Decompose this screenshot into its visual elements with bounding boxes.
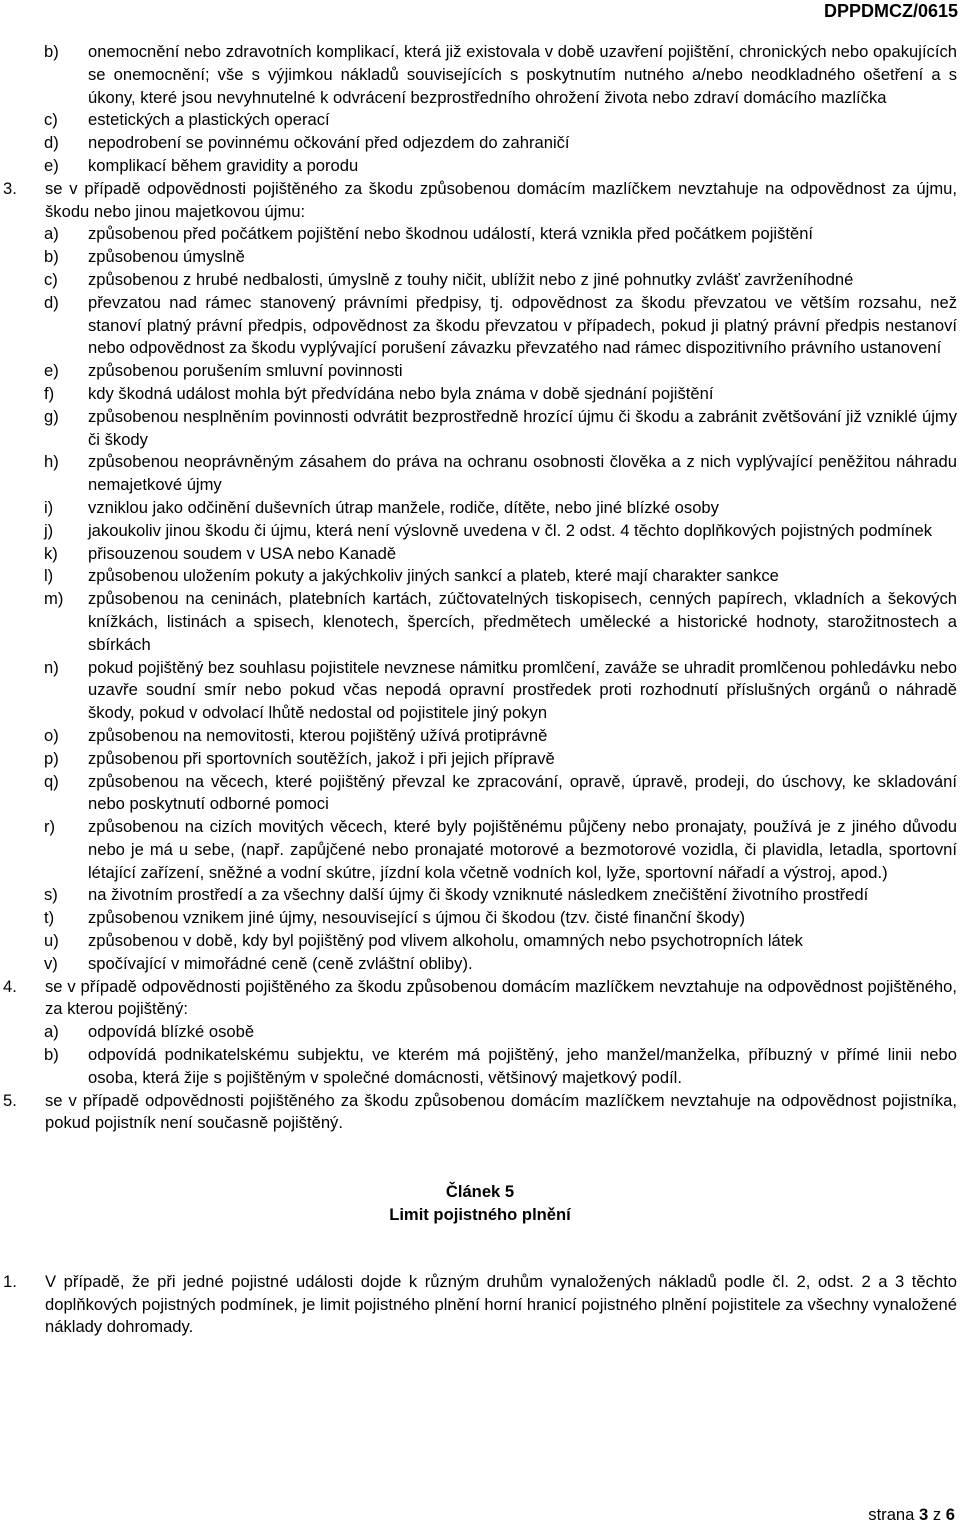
list-item (0, 1021, 960, 1044)
list-item (0, 360, 960, 383)
list-item (0, 907, 960, 930)
list-item (0, 725, 960, 748)
item-text: způsobenou uložením pokuty a jakýchkoliv jiných sankcí a plateb, které mají charakter sankce (88, 566, 779, 586)
list-item (0, 520, 960, 543)
item-label: o) (44, 725, 59, 745)
numbered-point (0, 976, 960, 1022)
item-label: i) (44, 497, 54, 517)
item-label: v) (44, 953, 58, 973)
item-label: k) (44, 543, 58, 563)
item-text: estetických a plastických operací (88, 110, 330, 130)
item-text: způsobenou na věcech, které pojištěný převzal ke zpracování, opravě, úpravě, prodeji, do úschovy, ke skladování nebo poskytnutí odborné pomoci (88, 771, 957, 814)
list-item (0, 748, 960, 771)
item-text: způsobenou před počátkem pojištění nebo škodnou událostí, která vznikla před počátkem pojištění (88, 224, 814, 244)
item-text: spočívající v mimořádné ceně (ceně zvláštní obliby). (88, 953, 473, 973)
list-item (0, 406, 960, 452)
item-text: převzatou nad rámec stanovený právními předpisy, tj. odpovědnost za škodu převzatou ve větším rozsahu, než stanoví platný právní předpis, odpovědnost za škodu převzatou v případech, pokud ji platný právní předpis nestanoví nebo odpovědnost za škodu vyplývající porušení závazku převzatého nad rámec dispozitivního právního ustanovení (88, 292, 957, 358)
list-item (0, 292, 960, 360)
item-text: způsobenou v době, kdy byl pojištěný pod vlivem alkoholu, omamných nebo psychotropních látek (88, 931, 803, 951)
item-text: kdy škodná událost mohla být předvídána nebo byla známa v době sjednání pojištění (88, 383, 714, 403)
item-text: vzniklou jako odčinění duševních útrap manžele, rodiče, dítěte, nebo jiné blízké osoby (88, 497, 719, 517)
item-label: a) (44, 1022, 59, 1042)
numbered-point (0, 178, 960, 224)
list-item (0, 451, 960, 497)
item-text: jakoukoliv jinou škodu či újmu, která není výslovně uvedena v čl. 2 odst. 4 těchto doplňkových pojistných podmínek (88, 520, 932, 540)
point-number: 3. (3, 178, 17, 198)
list-item (0, 223, 960, 246)
spacer (0, 1227, 960, 1271)
list-item (0, 771, 960, 817)
list-item (0, 497, 960, 520)
current-page: 3 (919, 1505, 929, 1524)
item-text: způsobenou úmyslně (88, 247, 245, 267)
item-text: onemocnění nebo zdravotních komplikací, která již existovala v době uzavření pojištění, chronických nebo opakujících se onemocnění; vše s výjimkou nákladů souvisejících s poskytnutím nutného a/nebo neodkladného ošetření a s úkony, které jsou nevyhnutelné k odvrácení bezprostředního ohrožení života nebo zdraví domácího mazlíčka (88, 42, 957, 107)
item-label: h) (44, 452, 59, 472)
item-label: d) (44, 133, 59, 153)
document-body (0, 41, 960, 1339)
item-label: n) (44, 657, 59, 677)
item-label: j) (44, 520, 54, 540)
list-item (0, 816, 960, 884)
item-text: způsobenou porušením smluvní povinnosti (88, 361, 403, 381)
item-text: pokud pojištěný bez souhlasu pojistitele nevznese námitku promlčení, zaváže se uhradit promlčenou pohledávku nebo uzavře soudní smír nebo pokud včas nepodá opravní prostředek proti rozhodnutí příslušných orgánů o náhradě škody, pokud v odvolací lhůtě nedostal od pojistitele jiný pokyn (88, 657, 957, 723)
list-item (0, 953, 960, 976)
item-label: u) (44, 931, 59, 951)
item-label: p) (44, 748, 59, 768)
item-text: způsobenou na cizích movitých věcech, které byly pojištěnému půjčeny nebo pronajaty, používá je z jiného důvodu nebo je má u sebe, (např. zapůjčené nebo pronajaté motorové a bezmotorové vozidla, či plavidla, letadla, sportovní létající zařízení, sněžné a vodní skútre, jízdní kola včetně vodních kol, lyže, sportovní nářadí a výstroj, apod.) (88, 817, 957, 882)
item-text: přisouzenou soudem v USA nebo Kanadě (88, 543, 397, 563)
numbered-point (0, 1090, 960, 1136)
point-text: se v případě odpovědnosti pojištěného za škodu způsobenou domácím mazlíčkem nevztahuje na odpovědnost pojistníka, pokud pojistník není současně pojištěný. (45, 1090, 957, 1133)
list-item (0, 657, 960, 725)
item-text: odpovídá blízké osobě (88, 1022, 255, 1042)
list-item (0, 1044, 960, 1090)
item-label: b) (44, 1045, 59, 1065)
item-label: m) (44, 589, 64, 609)
page-footer (868, 1504, 955, 1526)
item-text: způsobenou neoprávněným zásahem do práva na ochranu osobnosti člověka a z nich vyplývající peněžitou náhradu nemajetkové újmy (88, 452, 957, 495)
item-text: způsobenou na nemovitosti, kterou pojištěný užívá protiprávně (88, 725, 548, 745)
list-item (0, 132, 960, 155)
item-label: g) (44, 406, 59, 426)
list-item (0, 543, 960, 566)
footer-middle: z (928, 1505, 946, 1524)
item-label: s) (44, 885, 58, 905)
item-label: q) (44, 771, 59, 791)
item-text: na životním prostředí a za všechny další újmy či škody vzniknuté následkem znečištění životního prostředí (88, 885, 869, 905)
item-text: způsobenou vznikem jiné újmy, nesouvisející s újmou či škodou (tzv. čisté finanční škody) (88, 908, 745, 928)
total-pages: 6 (945, 1505, 955, 1524)
item-label: e) (44, 155, 59, 175)
item-text: způsobenou na ceninách, platebních kartách, zúčtovatelných tiskopisech, cenných papírech, vkladních a šekových knížkách, listinách a spisech, klenotech, špercích, předmětech umělecké a historické hodnoty, starožitnostech a sbírkách (88, 589, 957, 654)
item-text: způsobenou při sportovních soutěžích, jakož i při jejich přípravě (88, 748, 555, 768)
item-label: c) (44, 269, 58, 289)
list-item (0, 383, 960, 406)
list-item (0, 269, 960, 292)
item-text: nepodrobení se povinnému očkování před odjezdem do zahraničí (88, 133, 570, 153)
list-item (0, 884, 960, 907)
item-text: komplikací během gravidity a porodu (88, 155, 359, 175)
list-item (0, 246, 960, 269)
item-label: d) (44, 292, 59, 312)
footer-prefix: strana (868, 1505, 919, 1524)
list-item (0, 588, 960, 656)
point-number: 1. (3, 1271, 17, 1291)
item-label: b) (44, 247, 59, 267)
document-code: DPPDMCZ/0615 (823, 1, 958, 21)
item-label: a) (44, 224, 59, 244)
point-number: 5. (3, 1090, 17, 1110)
item-label: r) (44, 817, 56, 837)
list-item (0, 109, 960, 132)
item-text: způsobenou z hrubé nedbalosti, úmyslně z touhy ničit, ublížit nebo z jiné pohnutky zvlášť zavrženíhodné (88, 269, 854, 289)
item-label: l) (44, 566, 54, 586)
list-item (0, 155, 960, 178)
point-text: se v případě odpovědnosti pojištěného za škodu způsobenou domácím mazlíčkem nevztahuje na odpovědnost za újmu, škodu nebo jinou majetkovou újmu: (45, 178, 957, 221)
item-label: t) (44, 908, 55, 928)
item-label: e) (44, 361, 59, 381)
point-number: 4. (3, 976, 17, 996)
list-item (0, 930, 960, 953)
point-text: V případě, že při jedné pojistné události dojde k různým druhům vynaložených nákladů podle čl. 2, odst. 2 a 3 těchto doplňkových pojistných podmínek, je limit pojistného plnění horní hranicí pojistného plnění pojistitele za všechny vynaložené náklady dohromady. (45, 1271, 957, 1337)
item-label: b) (44, 42, 59, 61)
item-label: f) (44, 383, 55, 403)
list-item (0, 565, 960, 588)
numbered-point (0, 1271, 960, 1339)
item-label: c) (44, 110, 58, 130)
item-text: způsobenou nesplněním povinnosti odvrátit bezprostředně hrozící újmu či škodu a zabránit zvětšování již vzniklé újmy či škody (88, 406, 957, 449)
point-text: se v případě odpovědnosti pojištěného za škodu způsobenou domácím mazlíčkem nevztahuje na odpovědnost pojištěného, za kterou pojištěný: (45, 976, 957, 1019)
item-text: odpovídá podnikatelskému subjektu, ve kterém má pojištěný, jeho manžel/manželka, příbuzný v přímé linii nebo osoba, která žije s pojištěným v společné domácnosti, většinový majetkový podíl. (88, 1045, 957, 1087)
article-title: Limit pojistného plnění (389, 1205, 571, 1225)
list-item (0, 41, 960, 109)
article-number: Článek 5 (445, 1182, 515, 1202)
